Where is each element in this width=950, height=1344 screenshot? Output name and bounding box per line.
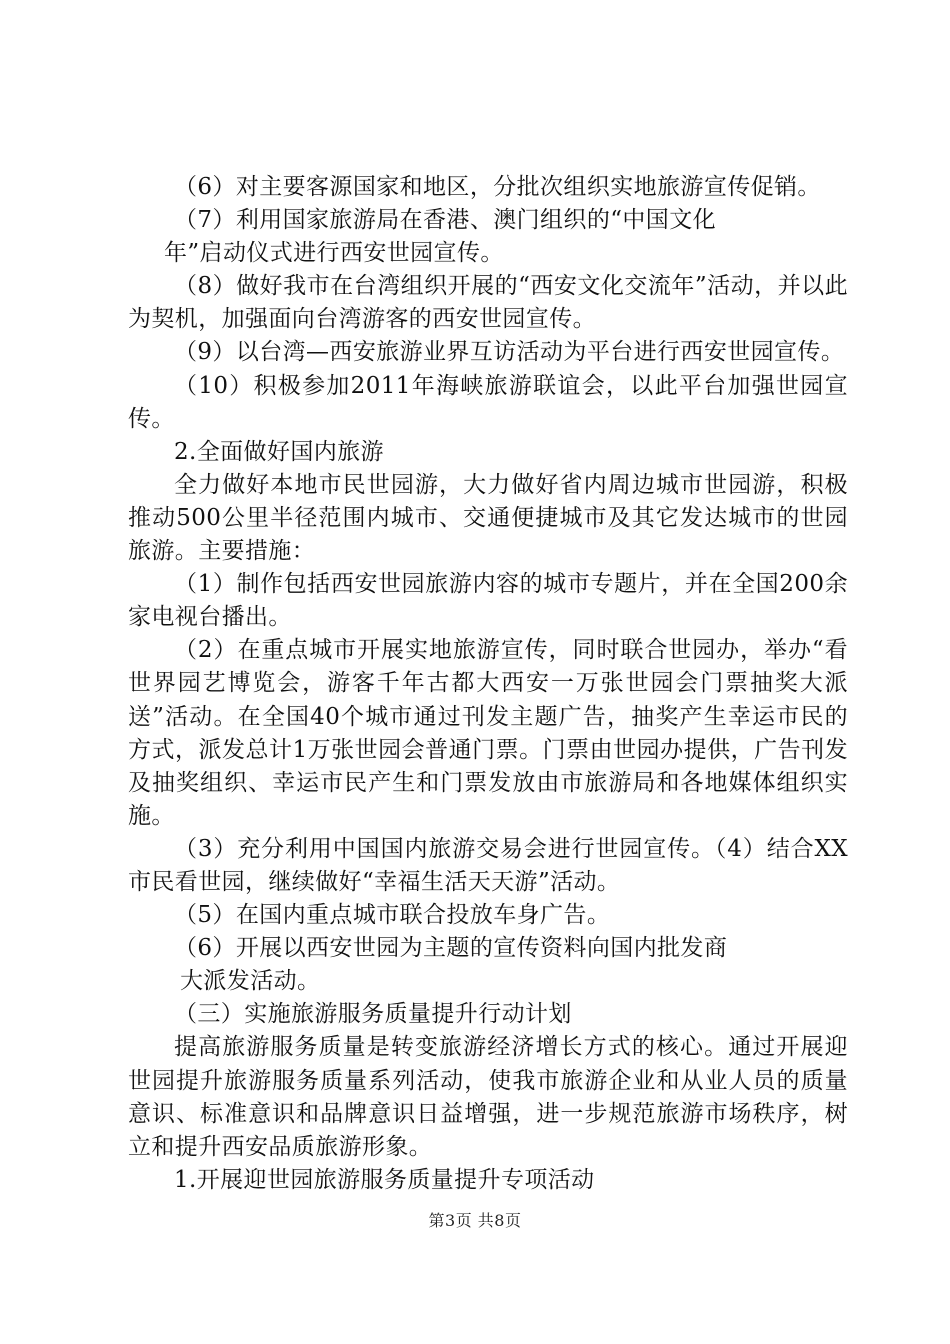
paragraph-domestic-5: （5）在国内重点城市联合投放车身广告。 [174, 902, 611, 929]
subsection-heading-quality-1: 1.开展迎世园旅游服务质量提升专项活动 [174, 1166, 595, 1193]
paragraph-intl-7-line1: （7）利用国家旅游局在香港、澳门组织的“中国文化 [174, 207, 716, 234]
document-body [128, 171, 848, 1197]
page-footer: 第3页 共8页 [428, 1211, 522, 1230]
paragraph-domestic-6-line2: 大派发活动。 [180, 968, 321, 995]
paragraph-domestic-1: （1）制作包括西安世园旅游内容的城市专题片，并在全国200余家电视台播出。 [128, 571, 848, 631]
paragraph-intl-6: （6）对主要客源国家和地区，分批次组织实地旅游宣传促销。 [174, 174, 821, 200]
paragraph-domestic-6-line1: （6）开展以西安世园为主题的宣传资料向国内批发商 [174, 935, 728, 962]
paragraph-quality-intro: 提高旅游服务质量是转变旅游经济增长方式的核心。通过开展迎世园提升旅游服务质量系列活动，使我市旅游企业和从业人员的质量意识、标准意识和品牌意识日益增强，进一步规范旅游市场秩序，树立和提升西安品质旅游形象。 [128, 1034, 848, 1160]
paragraph-domestic-3-4: （3）充分利用中国国内旅游交易会进行世园宣传。（4）结合XX市民看世园，继续做好“幸福生活天天游”活动。 [128, 835, 848, 895]
paragraph-domestic-2: （2）在重点城市开展实地旅游宣传，同时联合世园办，举办“看世界园艺博览会，游客千年古都大西安一万张世园会门票抽奖大派送”活动。在全国40个城市通过刊发主题广告，抽奖产生幸运市民的方式，派发总计1万张世园会普通门票。门票由世园办提供，广告刊发及抽奖组织、幸运市民产生和门票发放由市旅游局和各地媒体组织实施。 [128, 637, 848, 829]
paragraph-intl-7-line2: 年”启动仪式进行西安世园宣传。 [164, 240, 504, 267]
paragraph-domestic-intro: 全力做好本地市民世园游，大力做好省内周边城市世园游，积极推动500公里半径范围内城市、交通便捷城市及其它发达城市的世园旅游。主要措施： [128, 471, 848, 565]
paragraph-intl-10: （10）积极参加2011年海峡旅游联谊会，以此平台加强世园宣传。 [128, 372, 848, 432]
section-heading-quality: （三）实施旅游服务质量提升行动计划 [174, 1001, 572, 1028]
paragraph-intl-8: （8）做好我市在台湾组织开展的“西安文化交流年”活动，并以此为契机，加强面向台湾游客的西安世园宣传。 [128, 273, 848, 333]
section-heading-domestic: 2.全面做好国内旅游 [174, 438, 384, 465]
paragraph-intl-9: （9）以台湾—西安旅游业界互访活动为平台进行西安世园宣传。 [174, 339, 845, 366]
